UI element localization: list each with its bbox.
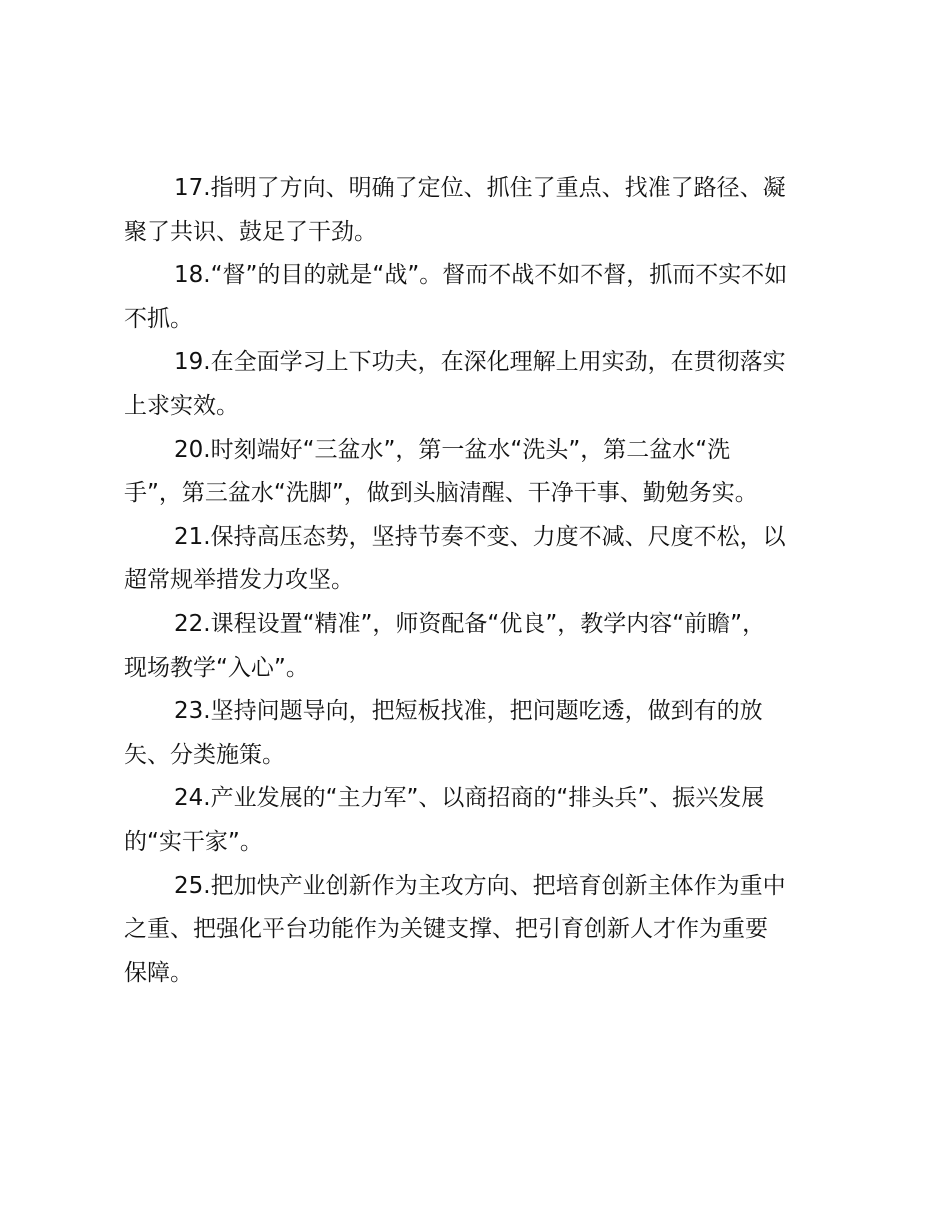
paragraph-17 [124, 167, 840, 254]
paragraph-line: 现场教学“入心”。 [124, 654, 309, 681]
paragraph-line: 21.保持高压态势，坚持节奏不变、力度不减、尺度不松，以 [174, 523, 786, 550]
paragraph-line: 的“实干家”。 [124, 828, 263, 855]
paragraph-line: 超常规举措发力攻坚。 [124, 567, 354, 594]
paragraph-19 [124, 341, 840, 428]
paragraph-line: 之重、把强化平台功能作为关键支撑、把引育创新人才作为重要 [124, 916, 768, 943]
paragraph-18 [124, 254, 840, 341]
paragraph-21 [124, 516, 840, 603]
paragraph-25 [124, 865, 840, 996]
paragraph-line: 25.把加快产业创新作为主攻方向、把培育创新主体作为重中 [174, 872, 786, 899]
paragraph-line: 不抓。 [124, 305, 193, 332]
paragraph-line: 23.坚持问题导向，把短板找准，把问题吃透，做到有的放 [174, 698, 763, 725]
paragraph-line: 上求实效。 [124, 392, 239, 419]
paragraph-line: 20.时刻端好“三盆水”，第一盆水“洗头”，第二盆水“洗 [174, 436, 731, 463]
paragraph-line: 24.产业发展的“主力军”、以商招商的“排头兵”、振兴发展 [174, 785, 765, 812]
paragraph-line: 聚了共识、鼓足了干劲。 [124, 218, 377, 245]
paragraph-22 [124, 603, 840, 690]
paragraph-line: 19.在全面学习上下功夫，在深化理解上用实劲，在贯彻落实 [174, 349, 786, 376]
paragraph-20 [124, 429, 840, 516]
document-body [124, 167, 840, 995]
paragraph-line: 矢、分类施策。 [124, 741, 285, 768]
paragraph-line: 18.“督”的目的就是“战”。督而不战不如不督，抓而不实不如 [174, 262, 788, 289]
paragraph-line: 保障。 [124, 959, 193, 986]
paragraph-23 [124, 690, 840, 777]
paragraph-line: 17.指明了方向、明确了定位、抓住了重点、找准了路径、凝 [174, 175, 786, 201]
paragraph-line: 手”，第三盆水“洗脚”，做到头脑清醒、干净干事、勤勉务实。 [124, 480, 758, 507]
paragraph-24 [124, 777, 840, 864]
paragraph-line: 22.课程设置“精准”，师资配备“优良”，教学内容“前瞻”， [174, 610, 766, 637]
